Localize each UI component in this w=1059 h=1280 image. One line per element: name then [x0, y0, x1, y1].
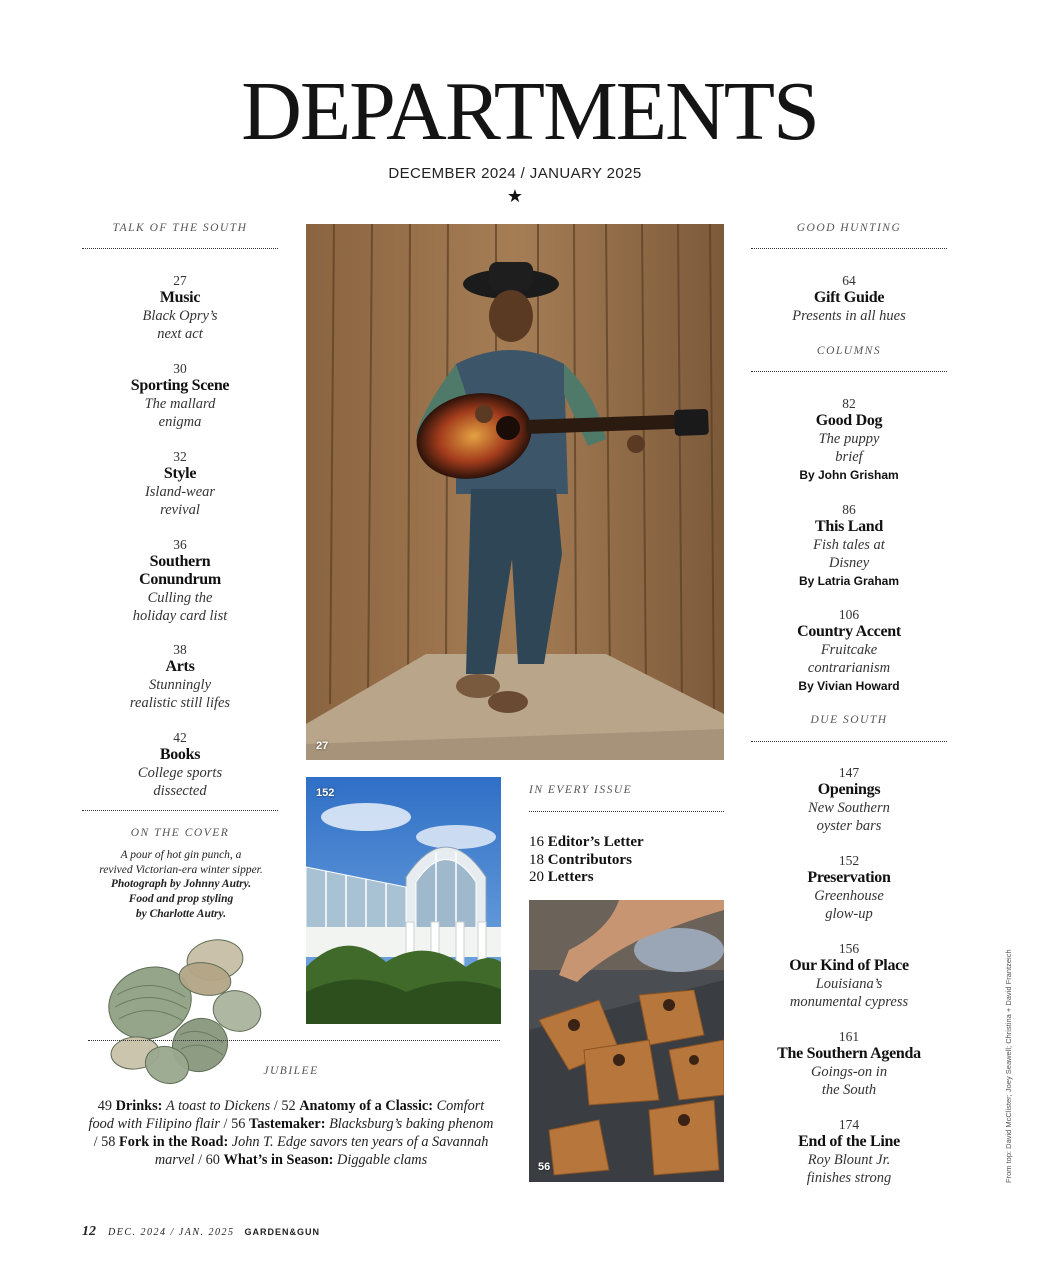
entry-dek: holiday card list	[132, 608, 228, 624]
entry-dek: revival	[160, 502, 200, 518]
page-number: 161	[838, 1029, 860, 1044]
folio-page-number: 12	[82, 1224, 96, 1239]
issue-date: DECEMBER 2024 / JANUARY 2025	[388, 165, 642, 182]
entry-title: Gift Guide	[813, 289, 885, 306]
page-number: 32	[173, 449, 187, 464]
page-title: DEPARTMENTS	[241, 65, 818, 158]
photo-page-number: 56	[538, 1161, 551, 1173]
divider	[751, 741, 947, 742]
entry-dek: Fish tales at	[813, 537, 885, 553]
magazine-name: GARDEN&GUN	[244, 1227, 321, 1237]
entry-title: This Land	[814, 518, 883, 535]
item-dek: John T. Edge savors ten years of a Savannah marvel	[154, 1134, 489, 1168]
divider	[82, 248, 278, 249]
list-item[interactable]	[529, 852, 724, 870]
toc-entry-country-accent[interactable]	[751, 606, 947, 694]
entry-title: Arts	[165, 658, 195, 675]
section-label-on-the-cover: ON THE COVER	[130, 827, 230, 839]
page-number: 20	[529, 869, 544, 885]
entry-dek: Greenhouse	[814, 888, 884, 904]
star-icon: ★	[506, 186, 524, 207]
divider	[751, 371, 947, 372]
toc-entry-music[interactable]	[82, 272, 278, 343]
entry-dek: contrarianism	[807, 660, 891, 676]
page-number: 30	[173, 361, 187, 376]
entry-title: End of the Line	[798, 1133, 900, 1150]
list-item[interactable]	[206, 1152, 428, 1168]
entry-dek: Presents in all hues	[792, 308, 906, 324]
entry-title: Southern	[149, 553, 211, 570]
item-title: Fork in the Road:	[118, 1134, 229, 1150]
jubilee-list: 49 Drinks: A toast to Dickens / 52 Anatomy of a Classic: Comfort food with Filipino flair / 56 Tastemaker: Blacksburg’s baking phenom / 58 Fork in the Road: John T. Edge savors ten years of a Savannah marvel / 60 What’s in Season: Diggable clams	[88, 1098, 494, 1168]
entry-dek: next act	[157, 326, 203, 342]
divider	[82, 810, 278, 811]
page-number: 58	[101, 1134, 116, 1150]
photo-pastries[interactable]	[529, 900, 724, 1182]
photo-page-number: 152	[316, 787, 335, 799]
entry-title: Style	[163, 465, 197, 482]
cover-line: revived Victorian-era winter sipper.	[99, 863, 263, 876]
entry-title: Preservation	[807, 869, 891, 886]
pastry-photo-image	[529, 900, 724, 1182]
entry-dek: glow-up	[825, 906, 873, 922]
toc-entry-arts[interactable]	[82, 641, 278, 712]
cover-credit: by Charlotte Autry.	[135, 907, 227, 920]
page-number: 56	[231, 1116, 246, 1132]
section-label-jubilee: JUBILEE	[263, 1065, 319, 1077]
item-title: What’s in Season:	[223, 1152, 334, 1168]
in-every-issue-list	[529, 834, 724, 887]
cover-description	[80, 848, 282, 922]
item-title: Letters	[547, 869, 594, 885]
page-number: 174	[838, 1117, 860, 1132]
entry-dek: College sports	[137, 765, 223, 781]
page-number: 27	[173, 273, 187, 288]
list-item[interactable]	[529, 869, 724, 887]
item-title: Drinks:	[115, 1098, 163, 1114]
item-title: Contributors	[547, 851, 632, 868]
page-number: 106	[838, 607, 860, 622]
section-label-due-south: DUE SOUTH	[810, 714, 888, 726]
entry-dek: Disney	[828, 555, 870, 571]
section-label-columns: COLUMNS	[816, 345, 882, 357]
entry-dek: realistic still lifes	[129, 695, 231, 711]
entry-title: Good Dog	[815, 412, 883, 429]
page-number: 38	[173, 642, 187, 657]
page-number: 147	[838, 765, 860, 780]
entry-dek: finishes strong	[806, 1170, 892, 1186]
entry-byline: By John Grisham	[799, 468, 899, 482]
folio	[82, 1222, 320, 1240]
entry-dek: Island-wear	[144, 484, 216, 500]
entry-dek: Roy Blount Jr.	[807, 1152, 891, 1168]
toc-entry-end-of-the-line[interactable]	[751, 1116, 947, 1187]
page-number: 64	[842, 273, 856, 288]
divider	[88, 1040, 500, 1041]
item-dek: Diggable clams	[337, 1152, 428, 1168]
cover-line: A pour of hot gin punch, a	[120, 849, 242, 861]
entry-dek: the South	[821, 1082, 877, 1098]
item-title: Anatomy of a Classic:	[299, 1098, 434, 1114]
greenhouse-photo-image	[306, 777, 501, 1024]
entry-byline: By Latria Graham	[798, 574, 900, 588]
entry-title: Openings	[817, 781, 881, 798]
toc-entry-openings[interactable]	[751, 764, 947, 835]
section-label-in-every-issue: IN EVERY ISSUE	[529, 784, 633, 796]
page-number: 52	[281, 1098, 296, 1114]
toc-entry-books[interactable]	[82, 729, 278, 800]
item-title: Tastemaker:	[248, 1116, 326, 1132]
page-number: 16	[529, 834, 544, 850]
toc-entry-gift-guide[interactable]	[751, 272, 947, 325]
entry-dek: Black Opry’s	[142, 308, 218, 324]
entry-title: Conundrum	[139, 571, 221, 588]
item-dek: Blacksburg’s baking phenom	[329, 1116, 494, 1132]
divider	[751, 248, 947, 249]
entry-dek: enigma	[158, 414, 202, 430]
entry-dek: brief	[835, 449, 863, 465]
entry-dek: Stunningly	[148, 677, 212, 693]
entry-dek: Louisiana’s	[815, 976, 883, 992]
page-number: 18	[529, 851, 544, 868]
list-item[interactable]	[98, 1098, 271, 1114]
musician-photo-image	[306, 224, 724, 760]
page-number: 49	[97, 1098, 112, 1114]
page-number: 36	[173, 537, 187, 552]
toc-entry-sporting-scene[interactable]	[82, 360, 278, 431]
section-label-talk-of-the-south: TALK OF THE SOUTH	[112, 222, 248, 234]
toc-entry-southern-agenda[interactable]	[751, 1028, 947, 1099]
entry-dek: The puppy	[818, 431, 880, 447]
entry-dek: monumental cypress	[789, 994, 909, 1010]
entry-dek: The mallard	[144, 396, 216, 412]
photo-page-number: 27	[316, 740, 329, 752]
photo-greenhouse[interactable]	[306, 777, 501, 1024]
list-item[interactable]	[231, 1116, 493, 1132]
entry-title: Books	[159, 746, 201, 763]
entry-dek: Fruitcake	[820, 642, 878, 658]
folio-date: DEC. 2024 / JAN. 2025	[108, 1227, 235, 1238]
toc-entry-southern-conundrum[interactable]	[82, 536, 278, 625]
toc-entry-this-land[interactable]	[751, 501, 947, 589]
page-number: 156	[838, 941, 860, 956]
entry-title: Country Accent	[797, 623, 901, 640]
page-number: 152	[838, 853, 860, 868]
toc-entry-style[interactable]	[82, 448, 278, 519]
item-dek: A toast to Dickens	[166, 1098, 271, 1114]
photo-musician[interactable]	[306, 224, 724, 760]
entry-dek: Culling the	[147, 590, 213, 606]
item-dek: Comfort food with Filipino flair	[88, 1098, 485, 1132]
entry-dek: Goings-on in	[810, 1064, 888, 1080]
entry-dek: New Southern	[808, 800, 890, 816]
entry-title: Music	[159, 289, 201, 306]
divider	[529, 811, 724, 812]
entry-dek: oyster bars	[816, 818, 882, 834]
item-title: Editor’s Letter	[547, 834, 644, 850]
page-number: 42	[173, 730, 187, 745]
entry-title: Sporting Scene	[130, 377, 230, 394]
list-item[interactable]	[529, 834, 724, 852]
page-number: 82	[842, 396, 856, 411]
section-label-good-hunting: GOOD HUNTING	[796, 222, 902, 234]
toc-entry-good-dog[interactable]	[751, 395, 947, 483]
entry-title: Our Kind of Place	[789, 957, 909, 974]
entry-title: The Southern Agenda	[777, 1045, 921, 1062]
photo-credit: From top: David McClister; Joey Seawell; Christina + David Frantzeich	[1004, 949, 1013, 1183]
toc-entry-our-kind-of-place[interactable]	[751, 940, 947, 1011]
cover-credit: Photograph by Johnny Autry.	[110, 878, 252, 891]
toc-entry-preservation[interactable]	[751, 852, 947, 923]
entry-dek: dissected	[153, 783, 207, 799]
page-number: 86	[842, 502, 856, 517]
cover-credit: Food and prop styling	[128, 893, 234, 906]
page-number: 60	[205, 1152, 220, 1168]
entry-byline: By Vivian Howard	[798, 679, 900, 693]
